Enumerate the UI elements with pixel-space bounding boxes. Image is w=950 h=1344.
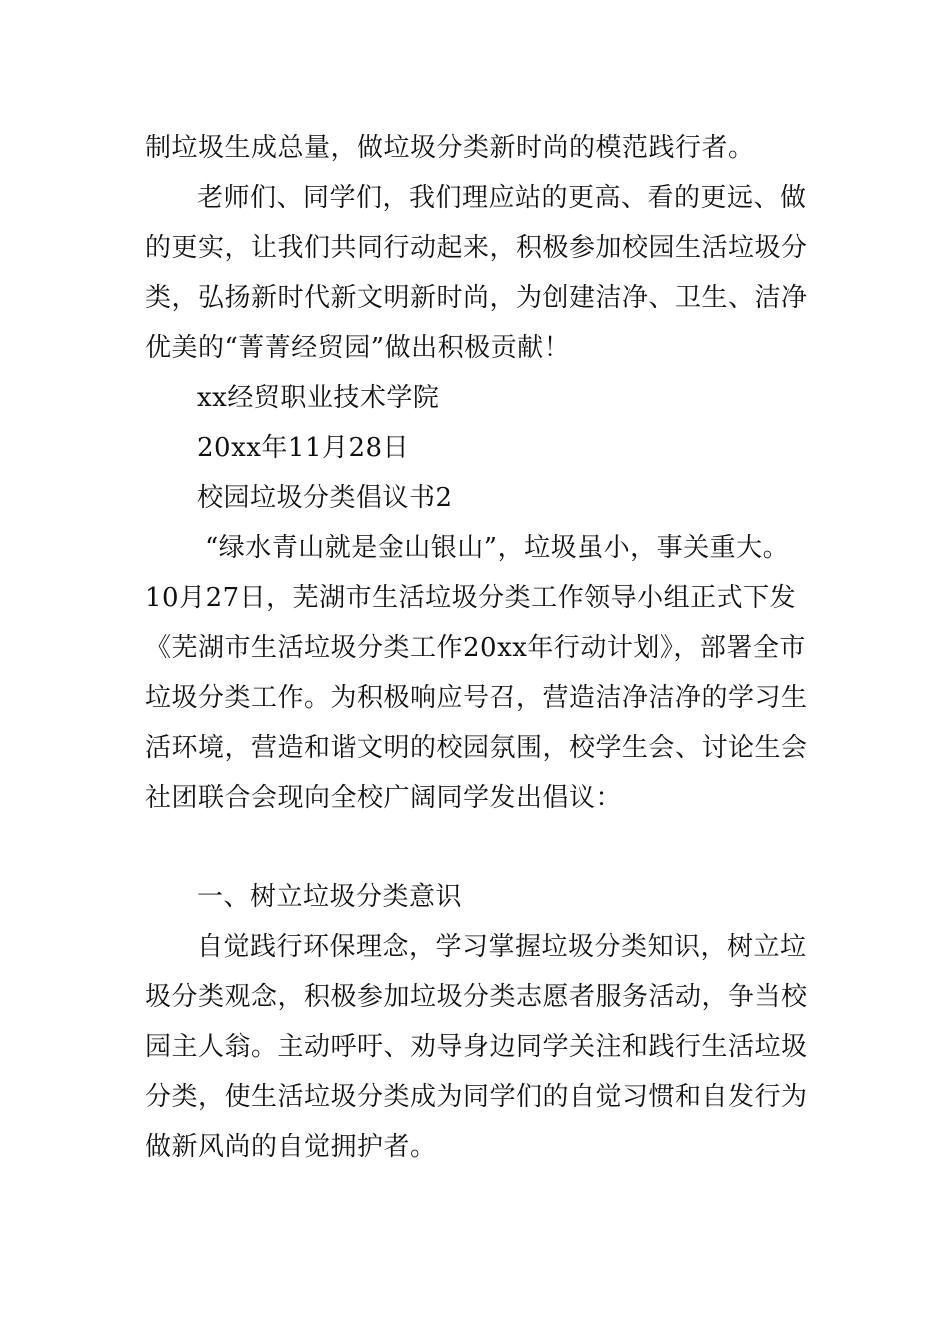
text-line: 园主人翁。主动呼吁、劝导身边同学关注和践行生活垃圾 <box>145 1032 808 1062</box>
text-line: 老师们、同学们，我们理应站的更高、看的更远、做 <box>197 183 807 213</box>
text-line: 10月27日，芜湖市生活垃圾分类工作领导小组正式下发 <box>145 583 797 613</box>
text-line: 的更实，让我们共同行动起来，积极参加校园生活垃圾分 <box>145 233 808 263</box>
text-line: “绿水青山就是金山银山”，垃圾虽小，事关重大。 <box>205 533 790 563</box>
text-line: 优美的“菁菁经贸园”做出积极贡献！ <box>145 333 571 363</box>
signature-date: 20xx年11月28日 <box>197 433 410 463</box>
text-line: 《芜湖市生活垃圾分类工作20xx年行动计划》，部署全市 <box>145 633 806 663</box>
text-line: 分类，使生活垃圾分类成为同学们的自觉习惯和自发行为 <box>145 1082 808 1112</box>
text-line: 社团联合会现向全校广阔同学发出倡议： <box>145 783 623 813</box>
section-title: 校园垃圾分类倡议书2 <box>197 483 453 513</box>
text-line: 制垃圾生成总量，做垃圾分类新时尚的模范践行者。 <box>145 133 755 163</box>
text-line: 垃圾分类工作。为积极响应号召，营造洁净洁净的学习生 <box>145 683 808 713</box>
subheading: 一、树立垃圾分类意识 <box>197 882 463 912</box>
text-line: 活环境，营造和谐文明的校园氛围，校学生会、讨论生会 <box>145 733 808 763</box>
signature-org: xx经贸职业技术学院 <box>197 383 440 413</box>
text-line: 圾分类观念，积极参加垃圾分类志愿者服务活动，争当校 <box>145 982 808 1012</box>
text-line: 做新风尚的自觉拥护者。 <box>145 1132 437 1162</box>
text-line: 类，弘扬新时代新文明新时尚，为创建洁净、卫生、洁净 <box>145 283 808 313</box>
text-line: 自觉践行环保理念，学习掌握垃圾分类知识，树立垃 <box>197 932 807 962</box>
